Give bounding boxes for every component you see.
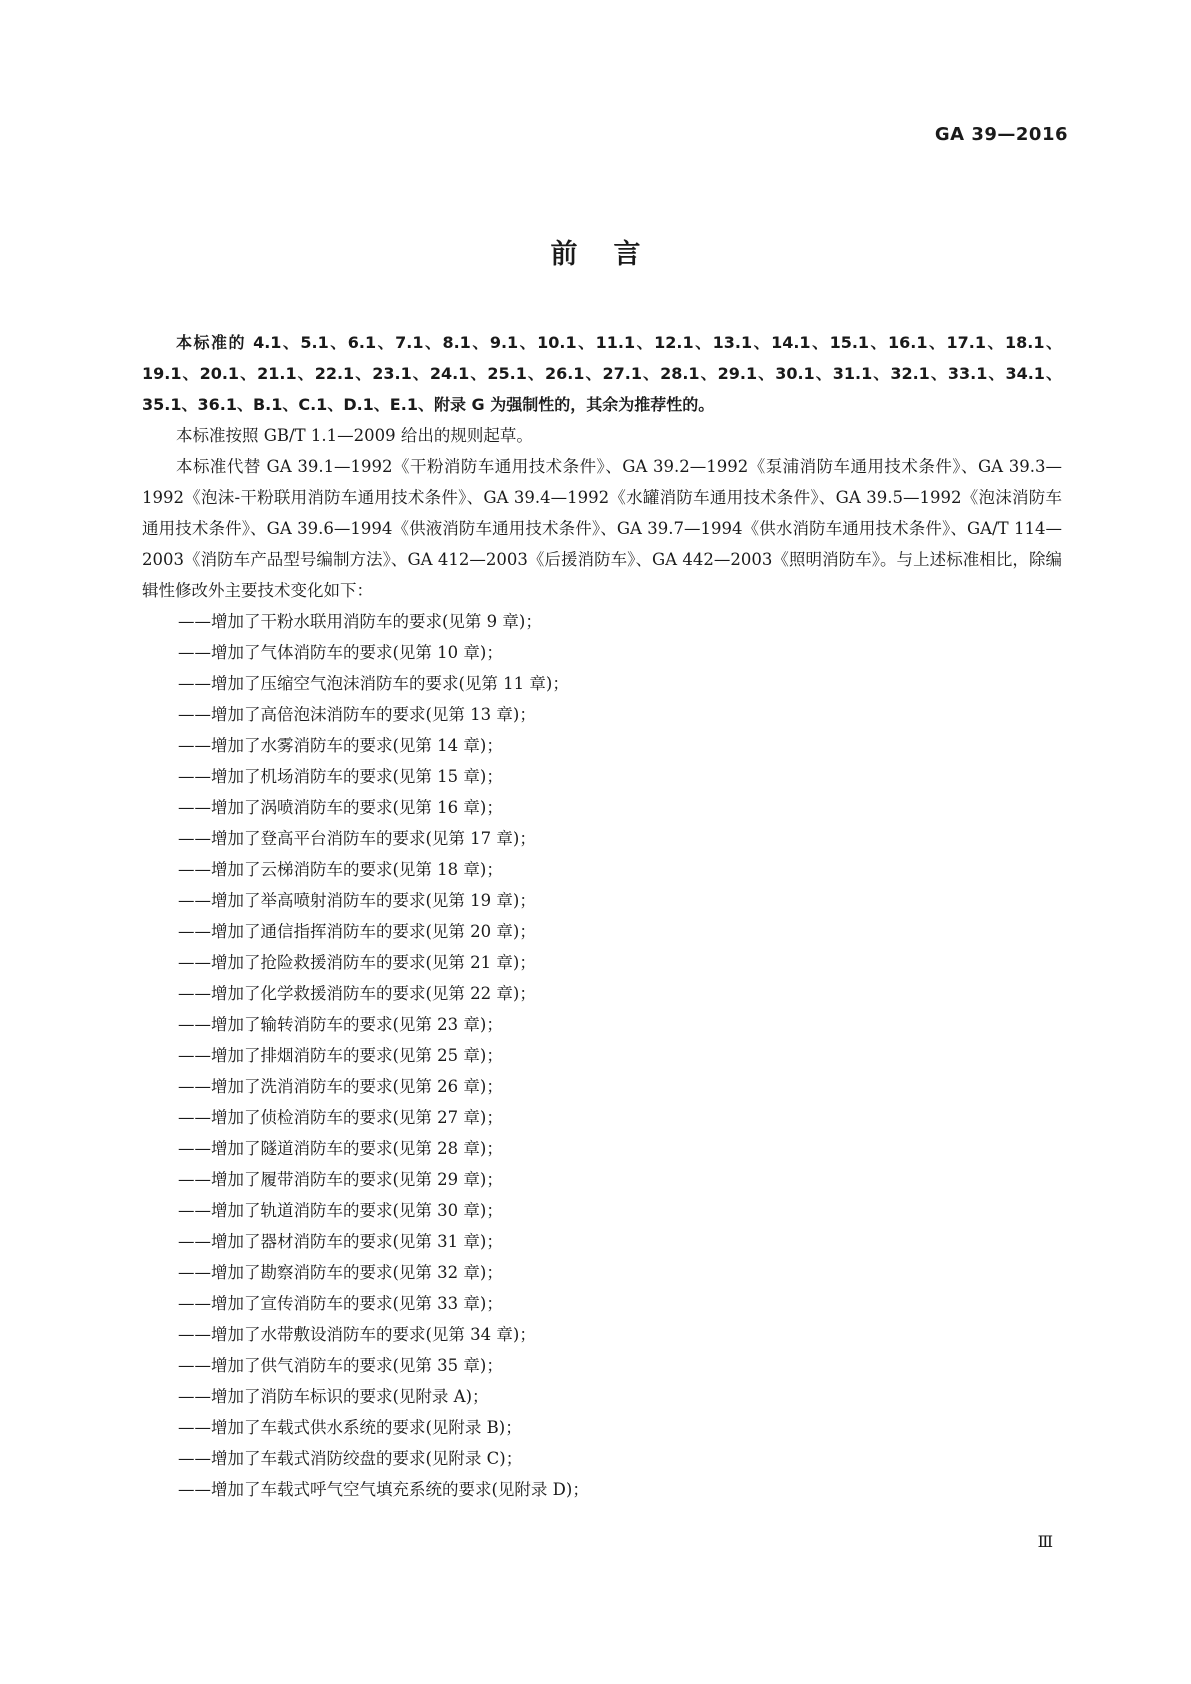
- list-item: ——增加了涡喷消防车的要求(见第 16 章)；: [178, 798, 503, 817]
- list-item: ——增加了器材消防车的要求(见第 31 章)；: [178, 1232, 503, 1251]
- list-item: ——增加了输转消防车的要求(见第 23 章)；: [178, 1015, 503, 1034]
- list-item: ——增加了干粉水联用消防车的要求(见第 9 章)；: [178, 612, 542, 631]
- list-item: ——增加了机场消防车的要求(见第 15 章)；: [178, 767, 503, 786]
- technical-changes-list: [142, 606, 1062, 1505]
- list-item: ——增加了洗消消防车的要求(见第 26 章)；: [178, 1077, 503, 1096]
- list-item: ——增加了供气消防车的要求(见第 35 章)；: [178, 1356, 503, 1375]
- drafting-rules-paragraph: 本标准按照 GB/T 1.1—2009 给出的规则起草。: [176, 426, 533, 445]
- standard-number: GA 39—2016: [934, 124, 1068, 145]
- list-item: ——增加了宣传消防车的要求(见第 33 章)；: [178, 1294, 503, 1313]
- list-item: ——增加了车载式供水系统的要求(见附录 B)；: [178, 1418, 522, 1437]
- list-item: ——增加了水雾消防车的要求(见第 14 章)；: [178, 736, 503, 755]
- page-number: Ⅲ: [1037, 1532, 1053, 1551]
- list-item: ——增加了侦检消防车的要求(见第 27 章)；: [178, 1108, 503, 1127]
- list-item: ——增加了轨道消防车的要求(见第 30 章)；: [178, 1201, 503, 1220]
- list-item: ——增加了压缩空气泡沫消防车的要求(见第 11 章)；: [178, 674, 569, 693]
- list-item: ——增加了气体消防车的要求(见第 10 章)；: [178, 643, 503, 662]
- list-item: ——增加了举高喷射消防车的要求(见第 19 章)；: [178, 891, 536, 910]
- list-item: ——增加了车载式消防绞盘的要求(见附录 C)；: [178, 1449, 523, 1468]
- foreword-body: [142, 327, 1062, 1505]
- list-item: ——增加了云梯消防车的要求(见第 18 章)；: [178, 860, 503, 879]
- list-item: ——增加了车载式呼气空气填充系统的要求(见附录 D)；: [178, 1480, 589, 1499]
- list-item: ——增加了抢险救援消防车的要求(见第 21 章)；: [178, 953, 536, 972]
- list-item: ——增加了高倍泡沫消防车的要求(见第 13 章)；: [178, 705, 536, 724]
- list-item: ——增加了登高平台消防车的要求(见第 17 章)；: [178, 829, 536, 848]
- mandatory-clauses-paragraph: 本标准的 4.1、5.1、6.1、7.1、8.1、9.1、10.1、11.1、12.1、13.1、14.1、15.1、16.1、17.1、18.1、19.1、20.1、21.1、22.1、23.1、24.1、25.1、26.1、27.1、28.1、29.1、30.1、31.1、32.1、33.1、34.1、35.1、36.1、B.1、C.1、D.1、E.1、附录 G 为强制性的，其余为推荐性的。: [142, 333, 1062, 414]
- list-item: ——增加了履带消防车的要求(见第 29 章)；: [178, 1170, 503, 1189]
- page-title: 前言: [550, 239, 677, 270]
- list-item: ——增加了化学救援消防车的要求(见第 22 章)；: [178, 984, 536, 1003]
- list-item: ——增加了消防车标识的要求(见附录 A)；: [178, 1387, 489, 1406]
- list-item: ——增加了水带敷设消防车的要求(见第 34 章)；: [178, 1325, 536, 1344]
- list-item: ——增加了排烟消防车的要求(见第 25 章)；: [178, 1046, 503, 1065]
- list-item: ——增加了隧道消防车的要求(见第 28 章)；: [178, 1139, 503, 1158]
- list-item: ——增加了勘察消防车的要求(见第 32 章)；: [178, 1263, 503, 1282]
- list-item: ——增加了通信指挥消防车的要求(见第 20 章)；: [178, 922, 536, 941]
- replaced-standards-paragraph: 本标准代替 GA 39.1—1992《干粉消防车通用技术条件》、GA 39.2—1992《泵浦消防车通用技术条件》、GA 39.3—1992《泡沫-干粉联用消防车通用技术条件》、GA 39.4—1992《水罐消防车通用技术条件》、GA 39.5—1992《泡沫消防车通用技术条件》、GA 39.6—1994《供液消防车通用技术条件》、GA 39.7—1994《供水消防车通用技术条件》、GA/T 114—2003《消防车产品型号编制方法》、GA 412—2003《后援消防车》、GA 442—2003《照明消防车》。与上述标准相比，除编辑性修改外主要技术变化如下：: [142, 457, 1062, 600]
